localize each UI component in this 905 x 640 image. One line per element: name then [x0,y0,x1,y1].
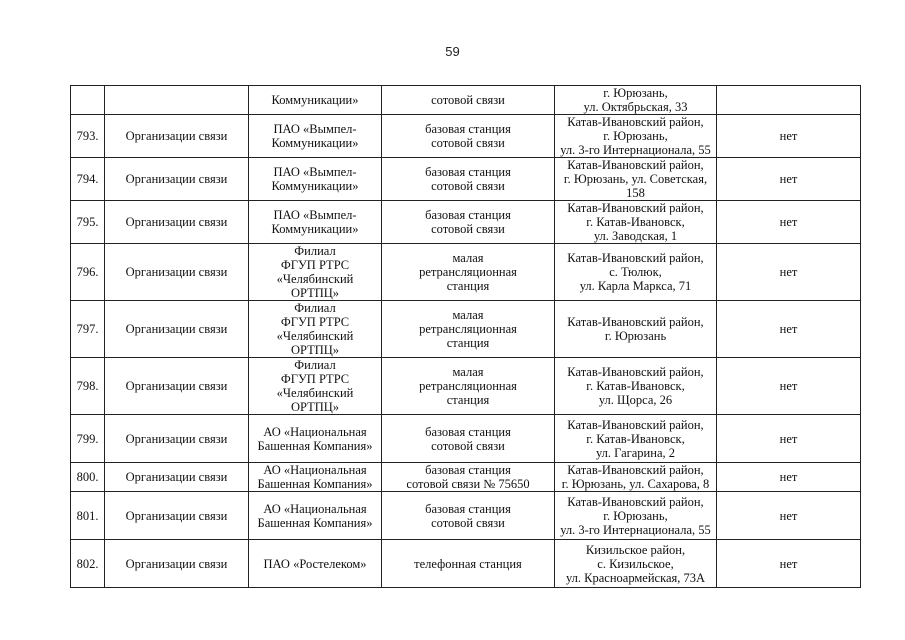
object-cell [382,415,555,463]
organization-cell-text: АО «Национальная Башенная Компания» [257,501,373,530]
note-cell [717,540,861,588]
note-cell [717,115,861,158]
object-cell-text: малая ретрансляционная станция [419,251,517,293]
category-cell-text: Организации связи [125,431,228,446]
note-cell-text: нет [779,470,798,484]
organization-cell [249,244,382,301]
row-number [71,358,105,415]
organization-cell-text: Филиал ФГУП РТРС «Челябинский ОРТПЦ» [276,301,354,357]
object-cell [382,492,555,540]
page-number: 59 [445,44,460,59]
organization-cell [249,463,382,492]
address-cell-text: Катав-Ивановский район, с. Тюлюк, ул. Карла Маркса, 71 [567,251,704,293]
note-cell-text: нет [779,265,798,279]
address-cell [555,415,717,463]
note-cell [717,415,861,463]
category-cell-text: Организации связи [125,556,228,571]
facilities-table [70,85,861,588]
organization-cell [249,115,382,158]
organization-cell [249,415,382,463]
object-cell [382,244,555,301]
category-cell [105,115,249,158]
note-cell [717,86,861,115]
row-number-text: 801. [76,508,99,523]
organization-cell [249,492,382,540]
note-cell [717,301,861,358]
note-cell-text: нет [779,129,798,143]
table-row [71,244,861,301]
row-number-text: 797. [76,322,99,336]
row-number [71,463,105,492]
address-cell-text: Кизильское район, с. Кизильское, ул. Красноармейская, 73А [565,542,706,585]
category-cell-text: Организации связи [125,470,228,484]
note-cell-text: нет [779,215,798,229]
object-cell [382,158,555,201]
row-number-text: 800. [76,470,99,484]
table-row [71,201,861,244]
category-cell [105,201,249,244]
table-row [71,463,861,492]
note-cell [717,158,861,201]
address-cell-text: Катав-Ивановский район, г. Юрюзань, ул. Сахарова, 8 [561,463,710,491]
row-number [71,415,105,463]
address-cell [555,86,717,115]
object-cell [382,358,555,415]
object-cell-text: базовая станция сотовой связи [425,424,511,453]
note-cell-text: нет [779,172,798,186]
object-cell [382,115,555,158]
address-cell-text: Катав-Ивановский район, г. Юрюзань, ул. 3-го Интернационала, 55 [560,115,711,157]
category-cell [105,86,249,115]
note-cell-text: нет [779,508,798,523]
organization-cell-text: Филиал ФГУП РТРС «Челябинский ОРТПЦ» [276,358,354,414]
address-cell [555,244,717,301]
category-cell [105,301,249,358]
object-cell [382,540,555,588]
object-cell-text: базовая станция сотовой связи № 75650 [406,463,530,491]
object-cell [382,86,555,115]
note-cell-text: нет [779,556,798,571]
row-number [71,244,105,301]
category-cell-text: Организации связи [125,265,228,279]
object-cell [382,301,555,358]
organization-cell-text: ПАО «Вымпел- Коммуникации» [271,165,359,193]
address-cell-text: Катав-Ивановский район, г. Юрюзань [567,315,704,343]
object-cell-text: базовая станция сотовой связи [425,122,511,150]
row-number-text: 796. [76,265,99,279]
category-cell [105,463,249,492]
organization-cell-text: ПАО «Ростелеком» [263,556,367,571]
object-cell-text: малая ретрансляционная станция [419,308,517,350]
table-row [71,492,861,540]
object-cell-text: сотовой связи [431,93,505,107]
object-cell-text: базовая станция сотовой связи [425,208,511,236]
organization-cell-text: ПАО «Вымпел- Коммуникации» [271,122,359,150]
table-row [71,115,861,158]
row-number-text: 799. [76,431,99,446]
organization-cell [249,86,382,115]
organization-cell-text: Коммуникации» [271,93,359,107]
address-cell [555,158,717,201]
object-cell-text: базовая станция сотовой связи [425,501,511,530]
object-cell-text: малая ретрансляционная станция [419,365,517,407]
row-number [71,158,105,201]
row-number [71,301,105,358]
category-cell [105,358,249,415]
category-cell [105,415,249,463]
address-cell [555,301,717,358]
organization-cell-text: АО «Национальная Башенная Компания» [257,463,373,491]
address-cell [555,358,717,415]
organization-cell [249,158,382,201]
row-number-text: 794. [76,172,99,186]
address-cell-text: Катав-Ивановский район, г. Катав-Ивановск, ул. Гагарина, 2 [567,417,704,460]
organization-cell [249,540,382,588]
note-cell-text: нет [779,379,798,393]
row-number [71,86,105,115]
category-cell-text: Организации связи [125,215,228,229]
table-row [71,86,861,115]
organization-cell [249,358,382,415]
category-cell [105,492,249,540]
row-number [71,201,105,244]
organization-cell [249,301,382,358]
note-cell [717,244,861,301]
row-number-text: 802. [76,556,99,571]
row-number-text: 798. [76,379,99,393]
category-cell [105,158,249,201]
table-row [71,540,861,588]
note-cell-text: нет [779,431,798,446]
row-number [71,492,105,540]
object-cell-text: телефонная станция [414,556,522,571]
table-row [71,158,861,201]
table-row [71,358,861,415]
address-cell [555,540,717,588]
table-row [71,301,861,358]
object-cell-text: базовая станция сотовой связи [425,165,511,193]
address-cell [555,115,717,158]
address-cell-text: Катав-Ивановский район, г. Юрюзань, ул. Советская, 158 [563,158,708,200]
category-cell-text: Организации связи [125,129,228,143]
object-cell [382,201,555,244]
row-number [71,115,105,158]
row-number-text: 793. [76,129,99,143]
table-row [71,415,861,463]
organization-cell-text: АО «Национальная Башенная Компания» [257,424,373,453]
address-cell [555,463,717,492]
row-number-text: 795. [76,215,99,229]
category-cell [105,540,249,588]
object-cell [382,463,555,492]
row-number [71,540,105,588]
address-cell [555,201,717,244]
address-cell-text: Катав-Ивановский район, г. Катав-Ивановск, ул. Щорса, 26 [567,365,704,407]
organization-cell [249,201,382,244]
address-cell-text: Катав-Ивановский район, г. Катав-Ивановск, ул. Заводская, 1 [567,201,704,243]
category-cell-text: Организации связи [125,508,228,523]
category-cell [105,244,249,301]
category-cell-text: Организации связи [125,379,228,393]
category-cell-text: Организации связи [125,322,228,336]
category-cell-text: Организации связи [125,172,228,186]
note-cell [717,358,861,415]
address-cell [555,492,717,540]
organization-cell-text: ПАО «Вымпел- Коммуникации» [271,208,359,236]
organization-cell-text: Филиал ФГУП РТРС «Челябинский ОРТПЦ» [276,244,354,300]
note-cell-text: нет [779,322,798,336]
note-cell [717,463,861,492]
note-cell [717,492,861,540]
address-cell-text: Катав-Ивановский район, г. Юрюзань, ул. 3-го Интернационала, 55 [560,494,711,537]
note-cell [717,201,861,244]
address-cell-text: г. Юрюзань, ул. Октябрьская, 33 [583,86,688,114]
